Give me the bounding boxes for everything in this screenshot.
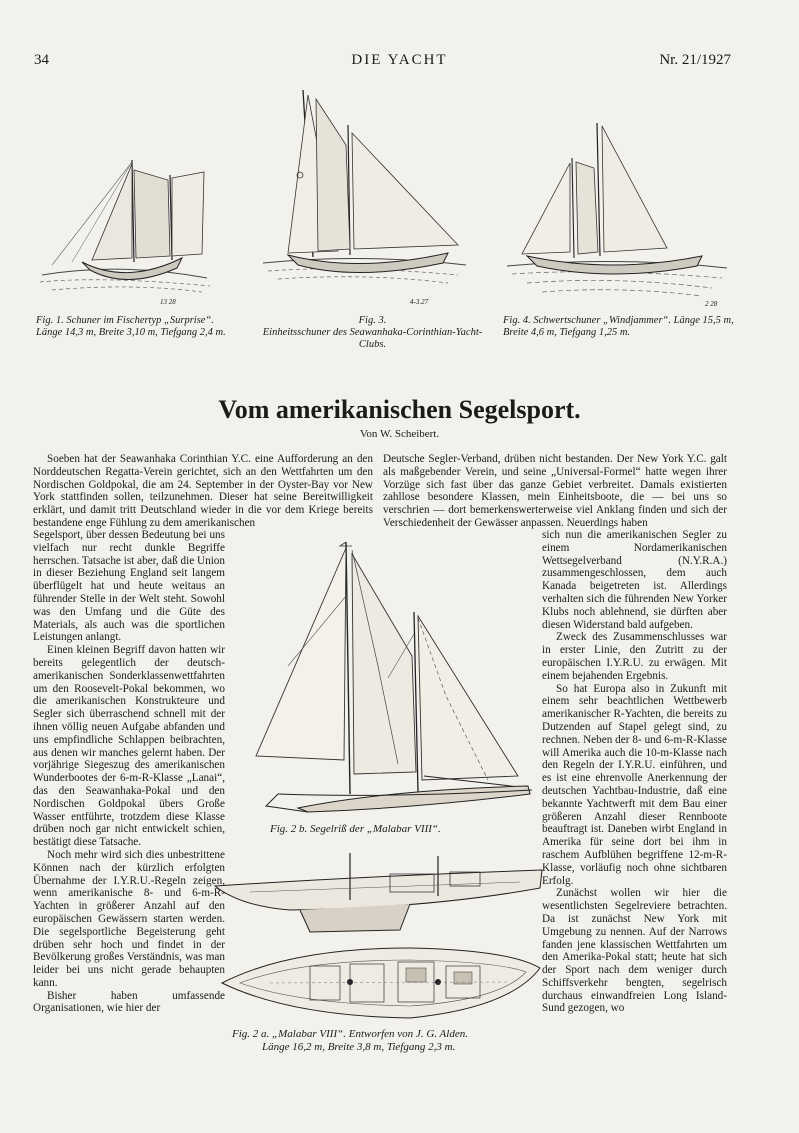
figure-2a-caption-line2: Länge 16,2 m, Breite 3,8 m, Tiefgang 2,3 m.	[262, 1041, 456, 1053]
article-title: Vom amerikanischen Segelsport.	[218, 395, 581, 424]
left-paragraph-2: Einen kleinen Begriff davon hatten wir bereits gelegentlich der deutsch-amerikanischen Sonderklassenwettfahrten um den Roosevelt-Pokal bekommen, wo die amerikanischen Konstrukteure und Segler sich überraschend schnell mit der ihnen völlig neuen Aufgabe abfanden und uns empfindliche Schlappen beibrachten, aus denen wir manches gelernt haben. Der vorjährige Siegeszug des amerikanischen Wunderbootes der 6-m-R-Klasse „Lanai“, das den Seawanhaka-Pokal und den Nordischen Goldpokal übers Große Wasser entführte, trotzdem diese Klasse drüben noch gar nicht entwickelt schien, bestätigt diese Tatsache.	[33, 644, 225, 849]
figure-2a-caption-line1: Fig. 2 a. „Malabar VIII“. Entworfen von J. G. Alden.	[232, 1028, 468, 1040]
left-column-intro: Soeben hat der Seawanhaka Corinthian Y.C. eine Aufforderung an den Norddeutschen Regatta-Verein gerichtet, sich an den Wettfahrten um den Nordischen Goldpokal, die am 24. September in der Oyster-Bay vor New York stattfinden sollen, teilzunehmen. Dieser hat seine Bereitwilligkeit erklärt, und damit tritt Deutschland wieder in die vor dem Kriege bereits bestandene enge Fühlung zu dem amerikanischen	[33, 453, 373, 529]
journal-title: DIE YACHT	[351, 52, 448, 68]
figure-2a-profile-and-plan	[210, 848, 545, 1026]
right-paragraph-2: Zweck des Zusammenschlusses war in erster Linie, den Zutritt zu der europäischen I.Y.R.U. zu erwägen. Mit einem bejahenden Ergebnis.	[542, 631, 727, 682]
figure-3-schooner-sketch	[258, 85, 468, 290]
figure-2b-sail-plan	[228, 536, 538, 818]
left-column-narrow	[33, 529, 225, 1015]
left-paragraph-3: Noch mehr wird sich dies unbestrittene Können nach der kürzlich erfolgten Übernahme der I.Y.R.U.-Regeln zeigen, wenn amerikanische 8- und 6-m-R-Yachten in größerer Anzahl auf den europäischen Gewässern starten werden. Die segelsportliche Begeisterung geht drüben sehr hoch und findet in der Bevölkerung großes Verständnis, was man leider bei uns nicht gerade behaupten kann.	[33, 848, 225, 989]
left-paragraph-1: Segelsport, über dessen Bedeutung bei uns vielfach nur recht dunkle Begriffe herrschen. Tatsache ist aber, daß die Union in dieser Beziehung England seit langem überflügelt hat und heute weitaus an führender Stelle in der Welt steht. Sowohl was den Umfang und die Güte des Materials, als auch was die sportlichen Leistungen anlangt.	[33, 529, 225, 644]
right-paragraph-3: So hat Europa also in Zukunft mit einem sehr beachtlichen Wettbewerb amerikanischer R-Yachten, die bereits zu Dutzenden auf Stapel gelegt sind, zu rechnen. Neben der 8- und 6-m-R-Klasse will Amerika auch die 10-m-Klasse nach den Regeln der I.Y.R.U. einführen, und es ist eine ehrenvolle Anerkennung der deutschen Yachtbau-Industrie, daß eine bekannte Yachtwerft mit dem Bau einer größeren Anzahl dieser Rennboote beauftragt ist. Daneben wirbt England in Amerika für seine dort bei ihm in raschem Aufblühen begriffene 12-m-R-Klasse, vorläufig noch ohne sichtbaren Erfolg.	[542, 682, 727, 887]
right-column-intro: Deutsche Segler-Verband, drüben nicht bestanden. Der New York Y.C. galt als maßgebender Verein, und seine „Universal-Formel“ hatte wegen ihrer Vorzüge sich fast über das ganze Gebiet verbreitet. Damals existierten zahllose besondere Klassen, mein Einheitsboote, die — bei uns so verschrien — dort bemerkenswerterweise viel Anklang finden und sich der Verschiedenheit der Gewässer anpassen. Neuerdings haben	[383, 453, 727, 529]
figure-3-signature: 4-3.27	[410, 298, 429, 306]
figure-1-schooner-sketch	[32, 150, 212, 310]
page-number: 34	[34, 52, 49, 68]
right-column-narrow	[542, 529, 727, 1015]
figure-4-caption: Fig. 4. Schwertschuner „Windjammer“. Länge 15,5 m, Breite 4,6 m, Tiefgang 1,25 m.	[503, 315, 734, 338]
right-paragraph-1: sich nun die amerikanischen Segler zu einem Nordamerikanischen Wettsegelverband (N.Y.R.A.) zusammengeschlossen, dem auch Kanada beigetreten ist. Allerdings verhalten sich die führenden New Yorker Klubs noch ablehnend, sie dürften aber diesen Widerstand bald aufgeben.	[542, 529, 727, 631]
figure-1-caption: Fig. 1. Schuner im Fischertyp „Surprise“. Länge 14,3 m, Breite 3,10 m, Tiefgang 2,4 m.	[36, 315, 226, 338]
figure-4-signature: 2 28	[705, 300, 718, 308]
figure-3-caption: Einheitsschuner des Seawanhaka-Corinthian-Yacht-Clubs.	[262, 327, 483, 350]
left-paragraph-4: Bisher haben umfassende Organisationen, wie hier der	[33, 989, 225, 1015]
figure-1-signature: 13 28	[160, 298, 176, 306]
figure-4-schooner-sketch	[502, 118, 732, 303]
issue-number: Nr. 21/1927	[659, 52, 731, 68]
figure-3-caption-number: Fig. 3.	[358, 315, 387, 326]
article-byline: Von W. Scheibert.	[359, 428, 440, 440]
figure-2b-caption: Fig. 2 b. Segelriß der „Malabar VIII“.	[270, 823, 441, 835]
right-paragraph-4: Zunächst wollen wir hier die wesentlichsten Segelreviere betrachten. Da ist zunächst New York mit Umgebung zu nennen. Auf der Narrows fanden jene klassischen Wettfahrten um den Amerika-Pokal statt; heute hat sich der Sport nach dem weniger durch Schiffsverkehr bengten, segelrisch durchaus einwandfreien Long Island-Sund gezogen, wo	[542, 887, 727, 1015]
